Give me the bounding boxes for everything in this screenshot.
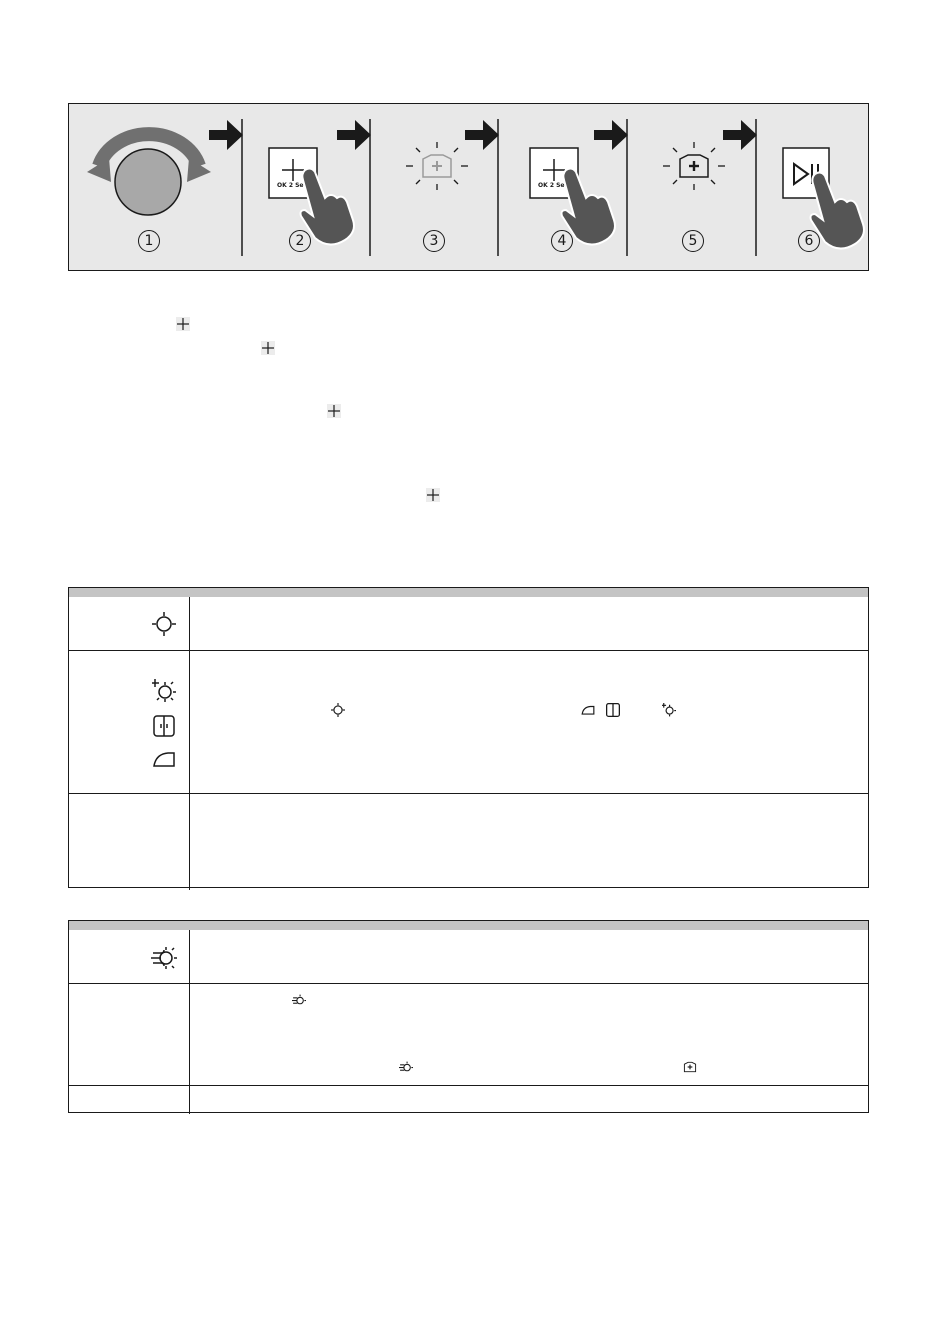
plus-icon [426,488,440,502]
sun-plus-icon [152,679,176,703]
sun-icon [152,612,176,636]
step-number: 2 [289,230,311,252]
sun-icon [331,703,345,717]
arrow-right-icon [594,120,628,150]
arrow-right-icon [337,120,371,150]
cupboard-icon [606,703,620,717]
table-row [69,793,868,890]
table-header [69,588,868,597]
options-table-2 [68,920,869,1113]
arrow-right-icon [465,120,499,150]
button-caption: OK 2 Se [277,182,304,189]
table-row [69,930,868,983]
arrow-right-icon [209,120,243,150]
wind-sun-icon [399,1060,413,1074]
step-number: 3 [423,230,445,252]
wind-sun-icon [292,993,306,1007]
step-number: 1 [138,230,160,252]
table-row [69,983,868,1085]
plus-icon [261,341,275,355]
iron-icon [581,704,595,716]
shirt-plus-lit-icon [663,142,725,190]
program-knob-icon [87,134,211,215]
shirt-plus-flash-icon [406,142,468,190]
shirt-plus-icon [683,1060,697,1074]
steps-diagram-graphics [69,104,870,272]
sun-plus-icon [662,703,676,717]
step-number: 4 [551,230,573,252]
plus-icon [176,317,190,331]
button-caption: OK 2 Se [538,182,565,189]
table-row [69,597,868,650]
options-table-1 [68,587,869,888]
table-row [69,650,868,793]
cupboard-icon [153,715,175,737]
arrow-right-icon [723,120,757,150]
steps-diagram [68,103,869,271]
iron-icon [152,749,176,769]
step-number: 6 [798,230,820,252]
step-number: 5 [682,230,704,252]
table-row [69,1085,868,1114]
table-header [69,921,868,930]
plus-icon [327,404,341,418]
wind-sun-icon [151,944,177,970]
